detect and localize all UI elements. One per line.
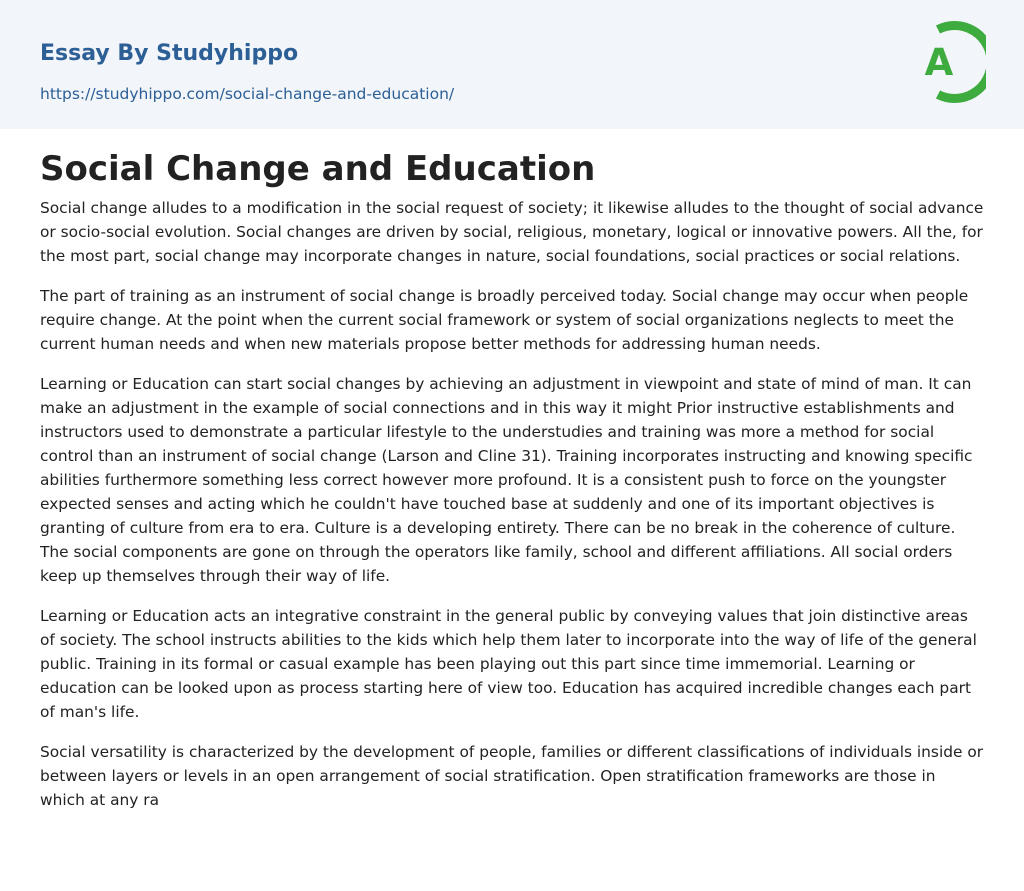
logo-letter: A: [924, 41, 954, 84]
site-header: [0, 0, 1024, 129]
studyhippo-logo-icon[interactable]: [912, 19, 986, 105]
article-content: [40, 129, 984, 828]
article-paragraph-3: Learning or Education can start social changes by achieving an adjustment in viewpoint and state of mind of man. It can make an adjustment in the example of social connections and in this way it might Prior instructive establishments and instructors used to demonstrate a particular lifestyle to the understudies and training was more a method for social control than an instrument of social change (Larson and Cline 31). Training incorporates instructing and knowing specific abilities furthermore something less correct however more profound. It is a consistent push to force on the youngster expected senses and acting which he couldn't have touched base at suddenly and one of its important objectives is granting of culture from era to era. Culture is a developing entirety. There can be no break in the coherence of culture. The social components are gone on through the operators like family, school and different affiliations. All social orders keep up themselves through their way of life.: [40, 375, 973, 585]
article-paragraph-1: Social change alludes to a modification in the social request of society; it likewise alludes to the thought of social advance or socio-social evolution. Social changes are driven by social, religious, monetary, logical or innovative powers. All the, for the most part, social change may incorporate changes in nature, social foundations, social practices or social relations.: [40, 199, 984, 265]
brand-title[interactable]: Essay By Studyhippo: [40, 41, 299, 66]
article-paragraph-5: Social versatility is characterized by the development of people, families or different classifications of individuals inside or between layers or levels in an open arrangement of social stratification. Open stratification frameworks are those in which at any ra: [40, 743, 984, 809]
article-paragraph-4: Learning or Education acts an integrative constraint in the general public by conveying values that join distinctive areas of society. The school instructs abilities to the kids which help them later to incorporate into the way of life of the general public. Training in its formal or casual example has been playing out this part since time immemorial. Learning or education can be looked upon as process starting here of view too. Education has acquired incredible changes each part of man's life.: [40, 607, 977, 721]
article-paragraph-2: The part of training as an instrument of social change is broadly perceived today. Social change may occur when people require change. At the point when the current social framework or system of social organizations neglects to meet the current human needs and when new materials propose better methods for addressing human needs.: [40, 287, 969, 353]
article-title: Social Change and Education: [40, 149, 596, 189]
essay-url-link[interactable]: https://studyhippo.com/social-change-and-education/: [40, 85, 455, 103]
